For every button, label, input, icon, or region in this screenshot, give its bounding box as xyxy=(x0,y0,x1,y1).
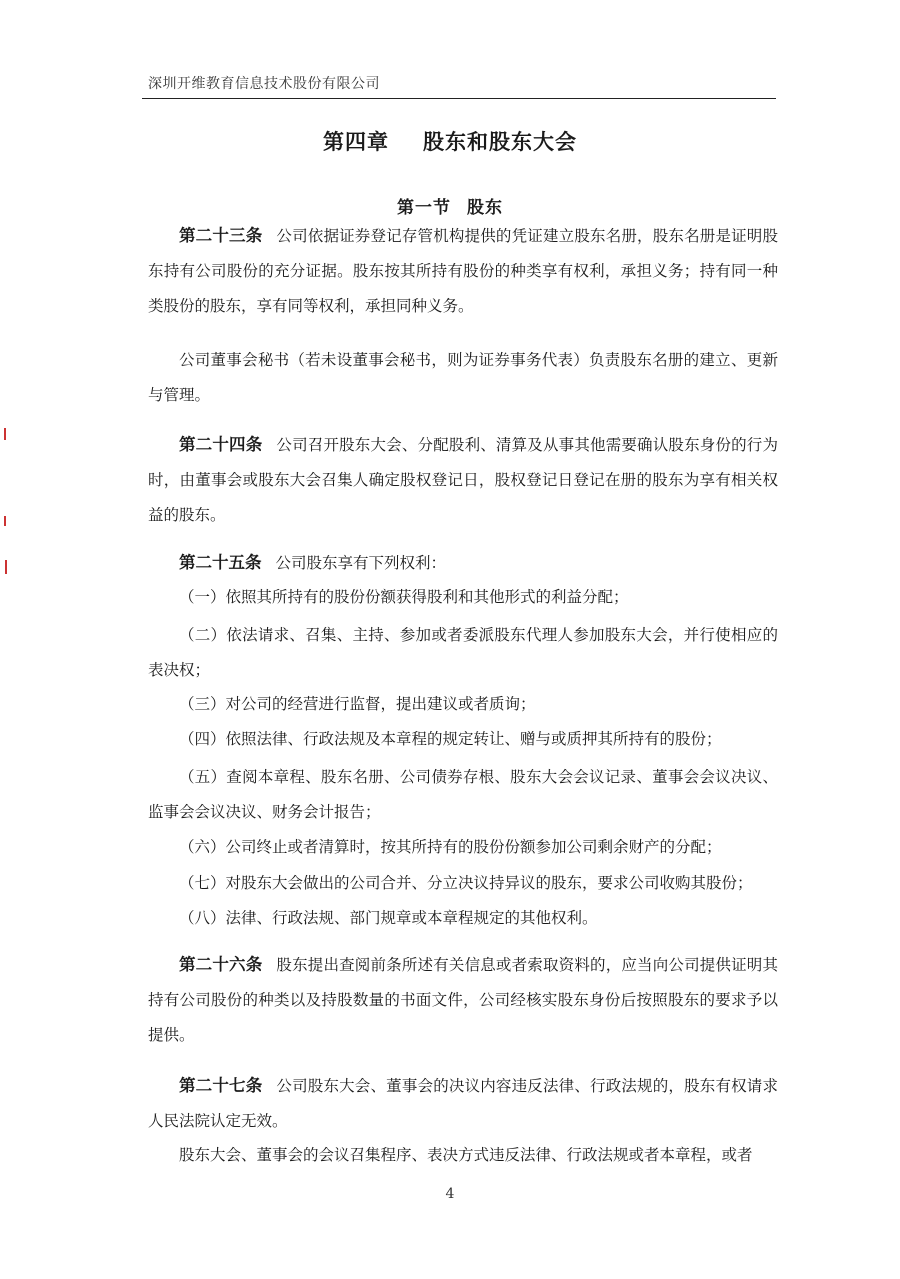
article-number: 第二十四条 xyxy=(179,435,263,454)
section-name: 股东 xyxy=(467,198,503,218)
list-item-text: （二）依法请求、召集、主持、参加或者委派股东代理人参加股东大会，并行使相应的表决权； xyxy=(148,626,778,679)
list-item xyxy=(148,722,778,757)
list-item xyxy=(148,866,778,901)
paragraph-text: 公司依据证券登记存管机构提供的凭证建立股东名册，股东名册是证明股东持有公司股份的充分证据。股东按其所持有股份的种类享有权利，承担义务；持有同一种类股份的股东，享有同等权利，承担同种义务。 xyxy=(148,227,778,315)
article-number: 第二十六条 xyxy=(179,955,263,974)
list-item xyxy=(148,830,778,865)
paragraph-text: 股东大会、董事会的会议召集程序、表决方式违反法律、行政法规或者本章程，或者 xyxy=(179,1146,753,1164)
paragraph xyxy=(148,1138,778,1173)
list-item xyxy=(148,687,778,722)
paragraph-text: 公司董事会秘书（若未设董事会秘书，则为证券事务代表）负责股东名册的建立、更新与管理。 xyxy=(148,351,778,404)
list-item-text: （六）公司终止或者清算时，按其所持有的股份份额参加公司剩余财产的分配； xyxy=(179,838,722,856)
list-item-text: （三）对公司的经营进行监督，提出建议或者质询； xyxy=(179,695,536,713)
section-title xyxy=(0,193,900,218)
paragraph-art25 xyxy=(148,545,778,581)
list-item-text: （一）依照其所持有的股份份额获得股利和其他形式的利益分配； xyxy=(179,588,629,606)
paragraph-text: 公司股东享有下列权利： xyxy=(275,554,447,572)
paragraph-text: 股东提出查阅前条所述有关信息或者索取资料的，应当向公司提供证明其持有公司股份的种类以及持股数量的书面文件，公司经核实股东身份后按照股东的要求予以提供。 xyxy=(148,956,778,1044)
article-number: 第二十七条 xyxy=(179,1076,263,1095)
list-item-text: （四）依照法律、行政法规及本章程的规定转让、赠与或质押其所持有的股份； xyxy=(179,730,722,748)
chapter-number: 第四章 xyxy=(323,129,389,154)
header-divider xyxy=(142,98,776,99)
list-item xyxy=(148,618,778,688)
paragraph-art26 xyxy=(148,947,778,1053)
paragraph-art23 xyxy=(148,218,778,324)
margin-mark xyxy=(4,428,6,440)
paragraph xyxy=(148,343,778,413)
article-number: 第二十三条 xyxy=(179,226,263,245)
list-item-text: （八）法律、行政法规、部门规章或本章程规定的其他权利。 xyxy=(179,909,598,927)
header-company-name: 深圳开维教育信息技术股份有限公司 xyxy=(148,76,380,92)
paragraph-art27 xyxy=(148,1068,778,1139)
article-number: 第二十五条 xyxy=(179,553,262,572)
chapter-name: 股东和股东大会 xyxy=(423,129,577,154)
margin-mark xyxy=(4,516,6,526)
chapter-title xyxy=(0,126,900,156)
list-item-text: （七）对股东大会做出的公司合并、分立决议持异议的股东，要求公司收购其股份； xyxy=(179,874,753,892)
margin-mark xyxy=(5,560,7,574)
paragraph-text: 公司召开股东大会、分配股利、清算及从事其他需要确认股东身份的行为时，由董事会或股东大会召集人确定股权登记日，股权登记日登记在册的股东为享有相关权益的股东。 xyxy=(148,436,778,524)
list-item xyxy=(148,901,778,936)
list-item xyxy=(148,580,778,615)
list-item xyxy=(148,760,778,830)
section-number: 第一节 xyxy=(397,198,451,218)
paragraph-art24 xyxy=(148,427,778,533)
list-item-text: （五）查阅本章程、股东名册、公司债券存根、股东大会会议记录、董事会会议决议、监事会会议决议、财务会计报告； xyxy=(148,768,778,821)
page-number: 4 xyxy=(445,1186,455,1202)
paragraph-text: 公司股东大会、董事会的决议内容违反法律、行政法规的，股东有权请求人民法院认定无效。 xyxy=(148,1077,778,1130)
